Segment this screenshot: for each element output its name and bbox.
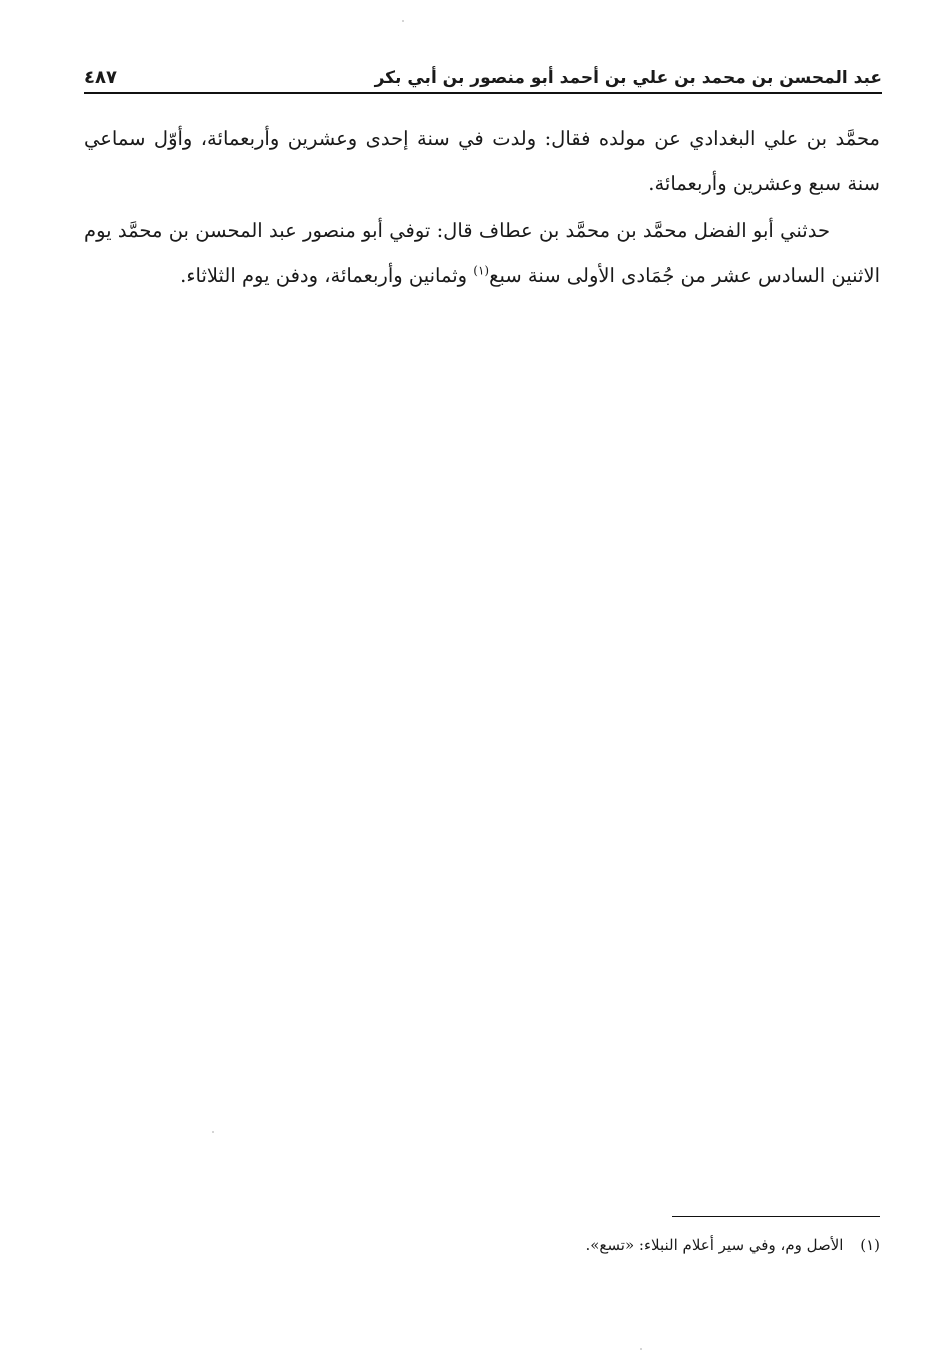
footnote xyxy=(84,1232,880,1258)
running-header xyxy=(84,52,882,94)
page-number: ٤٨٧ xyxy=(84,67,117,88)
main-text xyxy=(84,116,880,300)
footnote-text: الأصل وم، وفي سير أعلام النبلاء: «تسع». xyxy=(585,1236,844,1254)
scan-speck xyxy=(640,1348,642,1350)
footnote-separator xyxy=(672,1216,880,1217)
footnotes xyxy=(84,1232,880,1258)
scan-speck xyxy=(212,1131,214,1133)
paragraph-text: حدثني أبو الفضل محمَّد بن محمَّد بن عطاف قال: توفي أبو منصور عبد المحسن بن محمَّد يوم الاثنين السادس عشر من جُمَادى الأولى سنة سبع xyxy=(84,219,880,287)
paragraph xyxy=(84,208,880,298)
scan-speck xyxy=(402,20,404,22)
paragraph: محمَّد بن علي البغدادي عن مولده فقال: ولدت في سنة إحدى وعشرين وأربعمائة، وأوّل سماعي سنة سبع وعشرين وأربعمائة. xyxy=(84,127,880,195)
footnote-reference: (١) xyxy=(473,263,490,278)
paragraph-text: وثمانين وأربعمائة، ودفن يوم الثلاثاء. xyxy=(180,264,474,287)
footnote-number: (١) xyxy=(860,1236,880,1254)
running-title: عبد المحسن بن محمد بن علي بن أحمد أبو منصور بن أبي بكر xyxy=(374,68,882,88)
